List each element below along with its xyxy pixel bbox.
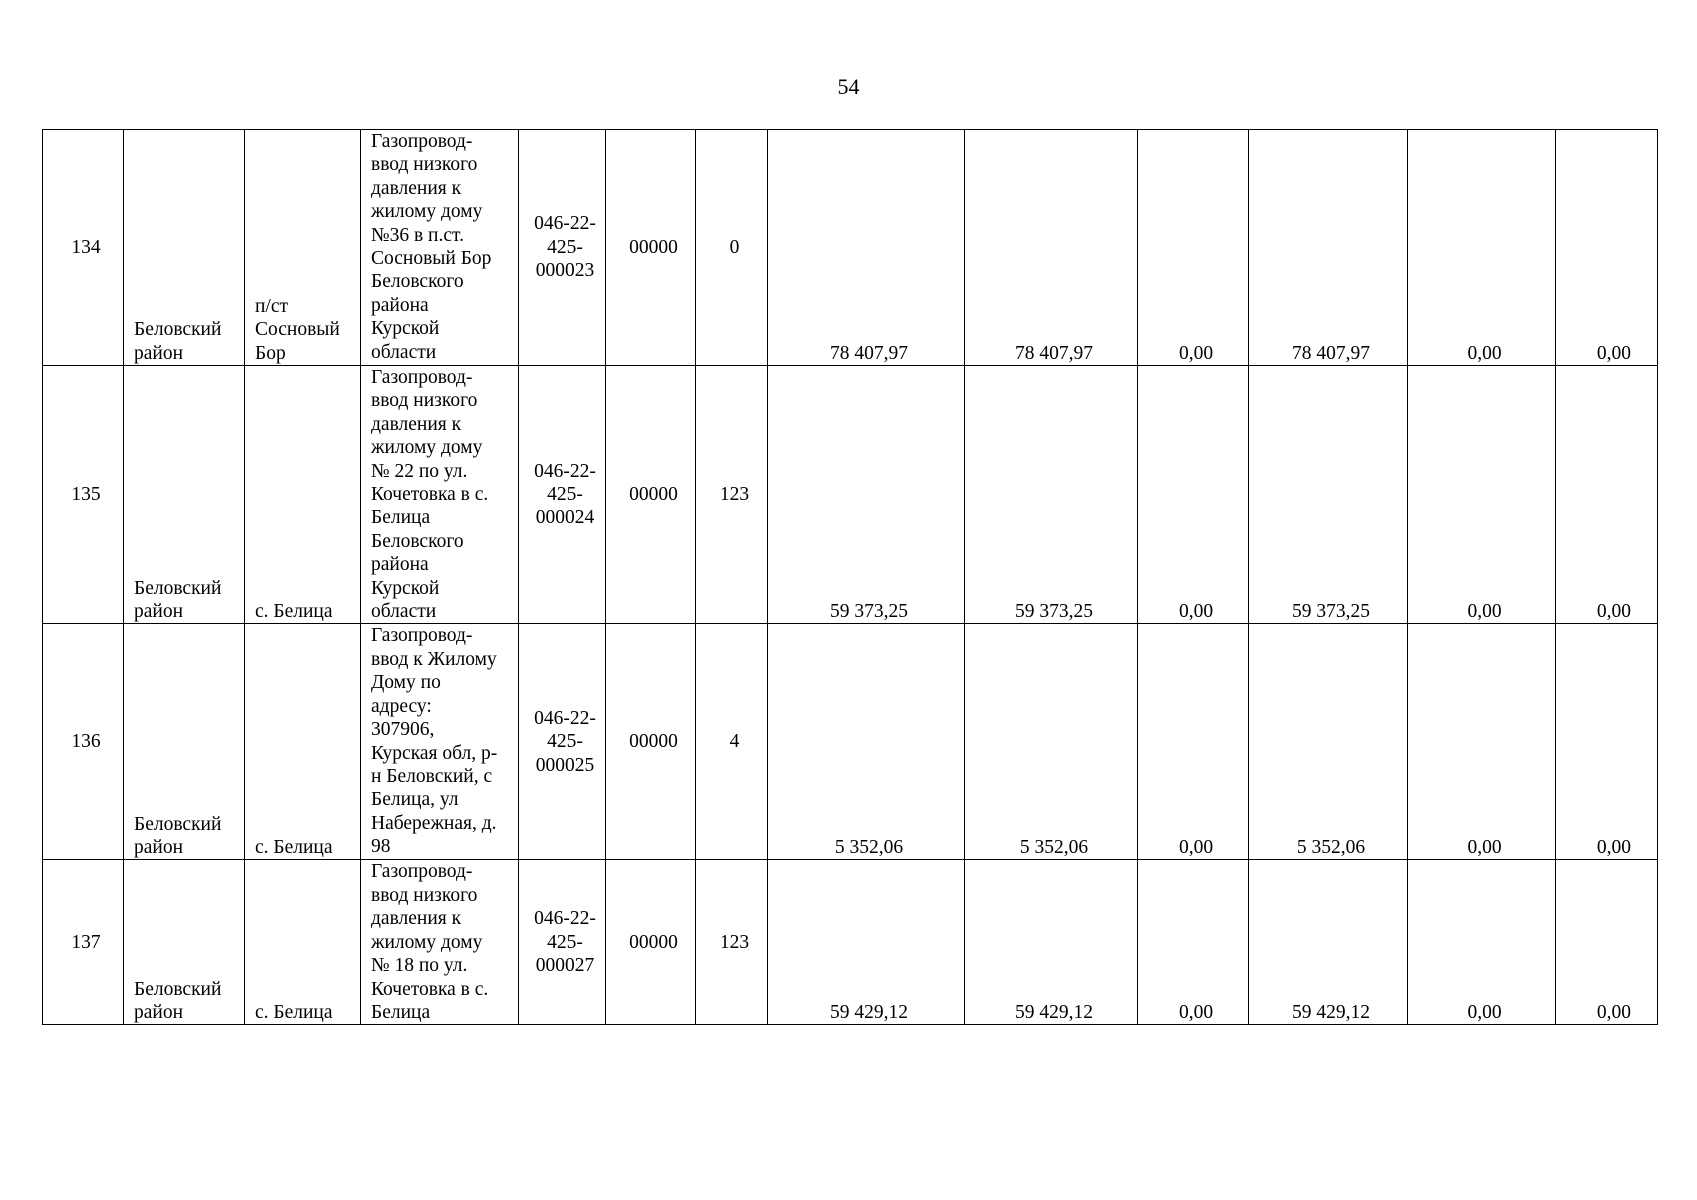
- amount-cell-5: 0,00: [1408, 366, 1556, 624]
- settlement-cell: п/ст Сосновый Бор: [245, 130, 361, 366]
- amount-cell-6: 0,00: [1556, 366, 1658, 624]
- row-number: 134: [43, 130, 124, 366]
- amount-cell-4: 59 373,25: [1249, 366, 1408, 624]
- amount-cell-2: 78 407,97: [965, 130, 1138, 366]
- row-number: 136: [43, 624, 124, 860]
- table-row: [43, 130, 1658, 366]
- amount-cell-3: 0,00: [1138, 366, 1249, 624]
- settlement-cell: с. Белица: [245, 624, 361, 860]
- amount-cell-4: 5 352,06: [1249, 624, 1408, 860]
- page-number: 54: [837, 74, 860, 99]
- row-number: 135: [43, 366, 124, 624]
- amount-cell-1: 59 373,25: [768, 366, 965, 624]
- quantity-cell: 0: [696, 130, 768, 366]
- settlement-cell: с. Белица: [245, 860, 361, 1025]
- amount-cell-5: 0,00: [1408, 130, 1556, 366]
- quantity-cell: 123: [696, 860, 768, 1025]
- quantity-cell: 123: [696, 366, 768, 624]
- row-number: 137: [43, 860, 124, 1025]
- amount-cell-3: 0,00: [1138, 130, 1249, 366]
- table-row: [43, 860, 1658, 1025]
- quantity-cell: 4: [696, 624, 768, 860]
- table-row: [43, 624, 1658, 860]
- registry-code: 046-22- 425- 000025: [519, 624, 606, 860]
- amount-cell-6: 0,00: [1556, 624, 1658, 860]
- object-description: Газопровод- ввод низкого давления к жилому дому № 18 по ул. Кочетовка в с. Белица: [361, 860, 519, 1025]
- code-cell: 00000: [606, 624, 696, 860]
- amount-cell-1: 5 352,06: [768, 624, 965, 860]
- amount-cell-5: 0,00: [1408, 624, 1556, 860]
- amount-cell-1: 78 407,97: [768, 130, 965, 366]
- amount-cell-5: 0,00: [1408, 860, 1556, 1025]
- amount-cell-3: 0,00: [1138, 624, 1249, 860]
- code-cell: 00000: [606, 860, 696, 1025]
- amount-cell-1: 59 429,12: [768, 860, 965, 1025]
- amount-cell-4: 59 429,12: [1249, 860, 1408, 1025]
- settlement-cell: с. Белица: [245, 366, 361, 624]
- amount-cell-6: 0,00: [1556, 860, 1658, 1025]
- district-cell: Беловский район: [124, 130, 245, 366]
- registry-code: 046-22- 425- 000024: [519, 366, 606, 624]
- registry-code: 046-22- 425- 000027: [519, 860, 606, 1025]
- amount-cell-4: 78 407,97: [1249, 130, 1408, 366]
- district-cell: Беловский район: [124, 860, 245, 1025]
- amount-cell-2: 59 429,12: [965, 860, 1138, 1025]
- district-cell: Беловский район: [124, 366, 245, 624]
- registry-code: 046-22- 425- 000023: [519, 130, 606, 366]
- object-description: Газопровод- ввод низкого давления к жилому дому №36 в п.ст. Сосновый Бор Беловского района Курской области: [361, 130, 519, 366]
- amount-cell-6: 0,00: [1556, 130, 1658, 366]
- district-cell: Беловский район: [124, 624, 245, 860]
- code-cell: 00000: [606, 366, 696, 624]
- amount-cell-2: 5 352,06: [965, 624, 1138, 860]
- code-cell: 00000: [606, 130, 696, 366]
- amount-cell-3: 0,00: [1138, 860, 1249, 1025]
- object-description: Газопровод- ввод низкого давления к жилому дому № 22 по ул. Кочетовка в с. Белица Беловского района Курской области: [361, 366, 519, 624]
- object-description: Газопровод- ввод к Жилому Дому по адресу: 307906, Курская обл, р- н Беловский, с Белица, ул Набережная, д. 98: [361, 624, 519, 860]
- amount-cell-2: 59 373,25: [965, 366, 1138, 624]
- table-row: [43, 366, 1658, 624]
- registry-table: [42, 129, 1658, 1025]
